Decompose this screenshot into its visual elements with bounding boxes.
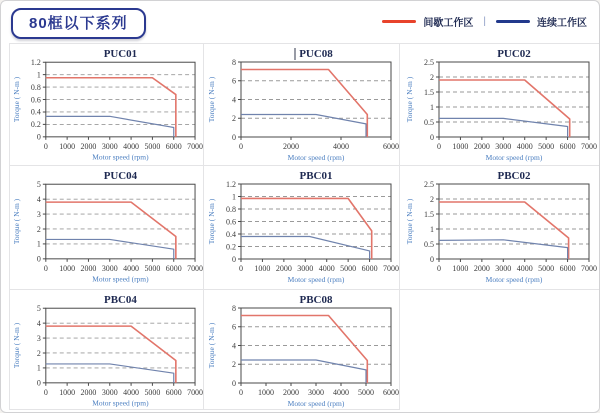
x-tick-label: 1000 (257, 388, 274, 397)
x-tick-label: 6000 (361, 264, 378, 273)
x-tick-label: 6000 (165, 263, 182, 273)
chart-title: PUC08 (298, 48, 333, 60)
y-tick-label: 4 (231, 95, 236, 105)
y-tick-label: 4 (36, 194, 41, 204)
x-tick-label: 1000 (59, 141, 76, 151)
y-tick-label: 6 (231, 76, 236, 86)
y-tick-label: 2 (430, 194, 434, 204)
torque-speed-chart-pbc08 (205, 291, 399, 410)
y-tick-label: 2.5 (424, 57, 434, 67)
x-tick-label: 4000 (123, 141, 140, 151)
x-tick-label: 4000 (332, 388, 349, 397)
x-tick-label: 5000 (538, 264, 555, 273)
x-tick-label: 0 (238, 388, 243, 397)
x-tick-label: 2000 (80, 387, 97, 397)
y-axis-label: Torque ( N-m ) (405, 76, 414, 123)
chart-cell-puc01 (10, 44, 204, 166)
continuous-zone-curve (439, 118, 568, 137)
y-tick-label: 1 (36, 239, 41, 249)
y-tick-label: 3 (36, 209, 41, 219)
torque-speed-chart-pbc04 (10, 291, 203, 410)
x-tick-label: 5000 (538, 142, 555, 151)
torque-speed-chart-pbc01 (205, 167, 399, 287)
chart-cell-pbc08 (204, 290, 400, 410)
y-tick-label: 0.2 (225, 242, 236, 252)
x-axis-label: Motor speed (rpm) (287, 399, 344, 408)
x-tick-label: 7000 (382, 264, 399, 273)
x-tick-label: 5000 (144, 387, 161, 397)
x-tick-label: 5000 (357, 388, 374, 397)
y-tick-label: 0.8 (30, 82, 41, 92)
page-header (1, 1, 599, 41)
x-tick-label: 6000 (382, 142, 399, 151)
y-tick-label: 0 (231, 254, 236, 264)
x-tick-label: 0 (437, 142, 441, 151)
x-tick-label: 4000 (332, 142, 349, 151)
y-axis-label: Torque ( N-m ) (11, 198, 21, 245)
y-tick-label: 0.4 (225, 229, 236, 239)
x-tick-label: 3000 (101, 263, 118, 273)
x-tick-label: 3000 (296, 264, 313, 273)
x-tick-label: 7000 (187, 263, 203, 273)
y-tick-label: 3 (36, 333, 41, 343)
continuous-zone-curve (241, 360, 366, 383)
plot-border (46, 184, 195, 259)
x-tick-label: 7000 (581, 264, 597, 273)
y-tick-label: 2 (36, 224, 41, 234)
y-tick-label: 0 (231, 378, 236, 388)
x-tick-label: 2000 (282, 388, 299, 397)
x-axis-label: Motor speed (rpm) (485, 153, 543, 162)
torque-speed-chart-puc04 (10, 167, 203, 287)
y-tick-label: 5 (36, 180, 41, 190)
x-axis-label: Motor speed (rpm) (485, 275, 543, 284)
y-tick-label: 6 (231, 322, 236, 332)
continuous-zone-curve (439, 240, 568, 259)
x-tick-label: 7000 (187, 141, 203, 151)
x-tick-label: 4000 (516, 142, 533, 151)
x-tick-label: 3000 (307, 388, 324, 397)
x-tick-label: 1000 (452, 142, 469, 151)
x-tick-label: 0 (43, 263, 48, 273)
y-tick-label: 1.2 (30, 58, 41, 68)
plot-border (46, 308, 195, 383)
y-tick-label: 0.2 (30, 120, 41, 130)
y-tick-label: 1 (231, 192, 236, 202)
x-tick-label: 4000 (516, 264, 533, 273)
legend-item-intermittent (382, 14, 473, 29)
continuous-zone-curve (46, 116, 174, 136)
x-axis-label: Motor speed (rpm) (92, 152, 149, 162)
chart-grid (9, 43, 600, 410)
x-tick-label: 2000 (80, 141, 97, 151)
x-tick-label: 2000 (80, 263, 97, 273)
x-axis-label: Motor speed (rpm) (287, 275, 344, 284)
x-tick-label: 0 (238, 142, 243, 151)
x-tick-label: 2000 (473, 264, 490, 273)
x-tick-label: 6000 (382, 388, 399, 397)
y-tick-label: 1 (36, 70, 41, 80)
x-axis-label: Motor speed (rpm) (287, 153, 344, 162)
x-tick-label: 6000 (559, 264, 576, 273)
y-tick-label: 8 (231, 57, 236, 67)
intermittent-zone-curve (439, 80, 570, 137)
y-tick-label: 0 (36, 132, 41, 142)
x-tick-label: 1000 (59, 263, 76, 273)
legend-label-continuous: 连续工作区 (537, 18, 587, 29)
y-tick-label: 1.5 (424, 209, 434, 219)
x-tick-label: 6000 (165, 387, 182, 397)
y-tick-label: 1 (430, 102, 434, 112)
torque-speed-chart-puc08 (205, 45, 399, 165)
x-tick-label: 1000 (253, 264, 270, 273)
chart-cell-pbc01 (204, 166, 400, 290)
x-tick-label: 3000 (101, 141, 118, 151)
y-tick-label: 1.5 (424, 87, 434, 97)
x-tick-label: 0 (43, 141, 48, 151)
intermittent-zone-curve (241, 198, 372, 259)
continuous-line-icon (496, 20, 530, 23)
y-tick-label: 0 (36, 378, 41, 388)
x-tick-label: 0 (43, 387, 48, 397)
y-tick-label: 4 (231, 341, 236, 351)
continuous-zone-curve (46, 239, 174, 258)
y-tick-label: 2 (430, 72, 434, 82)
y-tick-label: 1 (36, 363, 41, 373)
y-tick-label: 0.8 (225, 204, 236, 214)
legend-item-continuous (496, 14, 587, 29)
x-tick-label: 3000 (495, 264, 512, 273)
continuous-zone-curve (46, 364, 174, 383)
x-tick-label: 3000 (101, 387, 118, 397)
y-tick-label: 2 (231, 114, 236, 124)
y-tick-label: 0.4 (30, 107, 41, 117)
intermittent-zone-curve (46, 202, 176, 259)
chart-title: PBC02 (497, 170, 531, 182)
y-tick-label: 0 (231, 132, 236, 142)
x-tick-label: 2000 (473, 142, 490, 151)
x-tick-label: 5000 (144, 141, 161, 151)
legend-label-intermittent: 间歇工作区 (423, 18, 474, 29)
chart-cell-puc04 (10, 166, 204, 290)
chart-title: PUC04 (103, 170, 138, 183)
chart-title: PUC01 (103, 48, 138, 61)
legend (382, 14, 587, 29)
intermittent-line-icon (382, 20, 416, 23)
y-tick-label: 2 (36, 348, 41, 358)
y-axis-label: Torque ( N-m ) (206, 322, 216, 369)
x-tick-label: 6000 (165, 141, 182, 151)
y-tick-label: 1 (430, 224, 434, 234)
x-tick-label: 4000 (318, 264, 335, 273)
legend-separator: | (483, 16, 486, 27)
y-axis-label: Torque ( N-m ) (405, 198, 414, 245)
x-tick-label: 2000 (282, 142, 299, 151)
empty-cell (400, 290, 600, 410)
x-tick-label: 7000 (581, 142, 597, 151)
y-axis-label: Torque ( N-m ) (206, 76, 216, 123)
y-tick-label: 0.5 (424, 239, 434, 249)
chart-cell-puc08 (204, 44, 400, 166)
chart-title: PBC01 (299, 170, 332, 182)
chart-cell-puc02 (400, 44, 600, 166)
plot-border (439, 62, 589, 137)
y-tick-label: 0.6 (30, 95, 41, 105)
y-axis-label: Torque ( N-m ) (206, 198, 216, 245)
x-tick-label: 0 (437, 264, 441, 273)
x-axis-label: Motor speed (rpm) (92, 274, 149, 284)
chart-cell-pbc02 (400, 166, 600, 290)
y-axis-label: Torque ( N-m ) (11, 322, 21, 369)
torque-speed-chart-pbc02 (403, 167, 597, 287)
y-tick-label: 1.2 (225, 179, 236, 189)
x-tick-label: 1000 (59, 387, 76, 397)
continuous-zone-curve (241, 237, 370, 260)
torque-speed-chart-puc01 (10, 45, 203, 165)
y-tick-label: 2 (231, 360, 236, 370)
y-tick-label: 2.5 (424, 179, 434, 189)
y-axis-label: Torque ( N-m ) (11, 76, 21, 123)
x-tick-label: 2000 (275, 264, 292, 273)
x-tick-label: 0 (238, 264, 243, 273)
chart-title: PUC02 (497, 48, 531, 60)
y-tick-label: 0.6 (225, 217, 236, 227)
y-tick-label: 0 (430, 132, 434, 142)
x-tick-label: 3000 (495, 142, 512, 151)
y-tick-label: 5 (36, 304, 41, 314)
series-title-badge: 80框以下系列 (11, 8, 146, 39)
y-tick-label: 8 (231, 303, 236, 313)
chart-title: PBC04 (104, 294, 137, 307)
y-tick-label: 0 (36, 254, 41, 264)
intermittent-zone-curve (439, 202, 569, 259)
intermittent-zone-curve (46, 78, 176, 137)
x-tick-label: 4000 (123, 387, 140, 397)
intermittent-zone-curve (46, 326, 176, 383)
x-tick-label: 5000 (339, 264, 356, 273)
intermittent-zone-curve (241, 70, 367, 138)
x-tick-label: 4000 (123, 263, 140, 273)
y-tick-label: 0.5 (424, 117, 434, 127)
chart-title: PBC08 (299, 294, 332, 306)
x-axis-label: Motor speed (rpm) (92, 398, 149, 408)
y-tick-label: 4 (36, 318, 41, 328)
torque-speed-chart-puc02 (403, 45, 597, 165)
x-tick-label: 1000 (452, 264, 469, 273)
x-tick-label: 7000 (187, 387, 203, 397)
y-tick-label: 0 (430, 254, 434, 264)
intermittent-zone-curve (241, 316, 367, 384)
x-tick-label: 6000 (559, 142, 576, 151)
chart-cell-pbc04 (10, 290, 204, 410)
x-tick-label: 5000 (144, 263, 161, 273)
